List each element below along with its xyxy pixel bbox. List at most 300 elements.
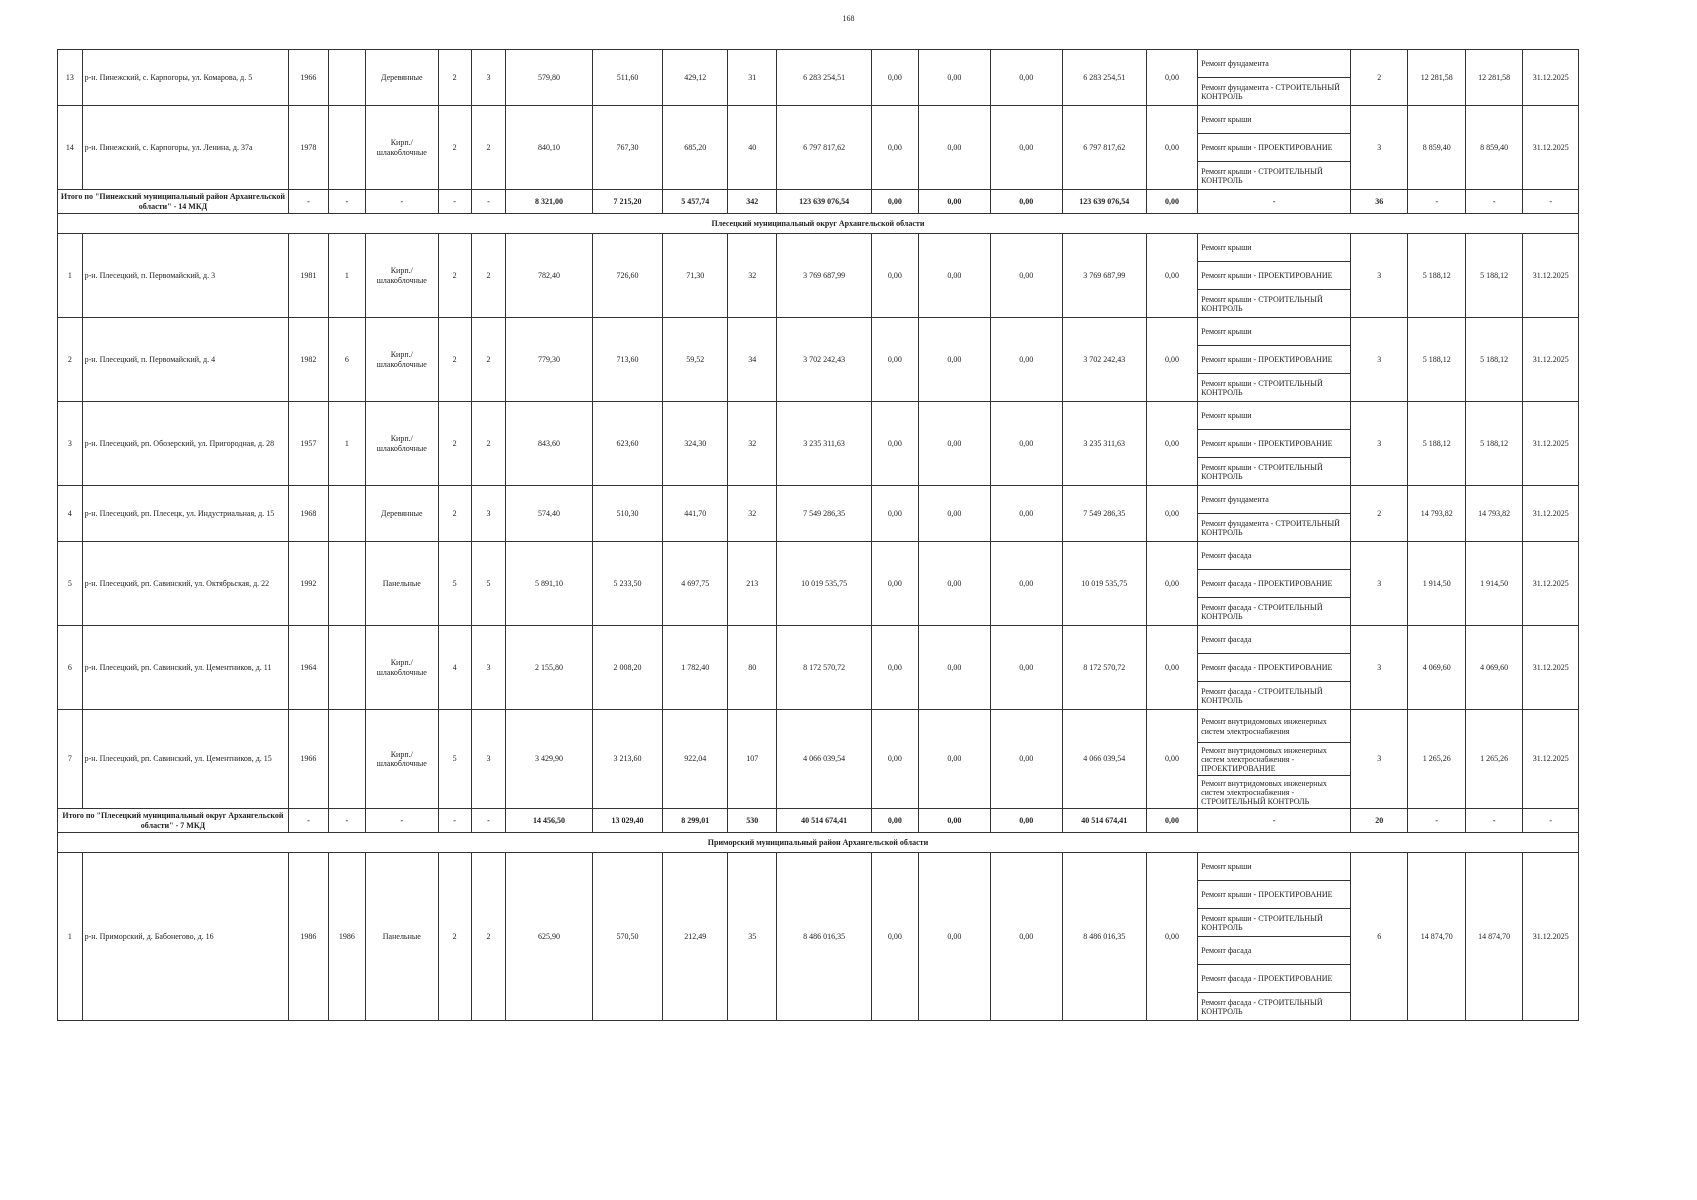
other-fund-cell: 0,00 bbox=[1146, 402, 1197, 486]
total-cost-cell: 3 769 687,99 bbox=[777, 234, 871, 318]
repair-program-table bbox=[57, 49, 1579, 1021]
floors-cell: 2 bbox=[438, 318, 471, 402]
wall-material-cell: Панельные bbox=[365, 853, 438, 1021]
year-built-cell: 1957 bbox=[288, 402, 328, 486]
completion-date-cell: 31.12.2025 bbox=[1523, 402, 1579, 486]
living-area-cell: 1 782,40 bbox=[663, 626, 728, 710]
max-unit-cost-cell: 14 874,70 bbox=[1465, 853, 1522, 1021]
living-area-cell: 71,30 bbox=[663, 234, 728, 318]
total-area-cell: 574,40 bbox=[506, 486, 592, 542]
work-type-cell: Ремонт крыши - СТРОИТЕЛЬНЫЙ КОНТРОЛЬ bbox=[1198, 162, 1351, 190]
work-type-cell: Ремонт крыши - ПРОЕКТИРОВАНИЕ bbox=[1198, 881, 1351, 909]
year-built-cell: 1982 bbox=[288, 318, 328, 402]
premises-area-cell: 510,30 bbox=[592, 486, 663, 542]
living-area-cell: 429,12 bbox=[663, 50, 728, 106]
section-title-cell: Плесецкий муниципальный округ Архангельской области bbox=[58, 214, 1579, 234]
year-commission-cell bbox=[328, 486, 365, 542]
fund-local-cell: 0,00 bbox=[990, 710, 1062, 809]
table-row bbox=[58, 106, 1579, 134]
entrances-cell: 3 bbox=[471, 626, 506, 710]
premises-area-cell: 623,60 bbox=[592, 402, 663, 486]
year-commission-cell bbox=[328, 626, 365, 710]
max-unit-cost-cell: 4 069,60 bbox=[1465, 626, 1522, 710]
total-value-cell: 0,00 bbox=[990, 809, 1062, 833]
year-commission-cell bbox=[328, 106, 365, 190]
total-value-cell: - bbox=[471, 190, 506, 214]
premises-area-cell: 5 233,50 bbox=[592, 542, 663, 626]
year-built-cell: 1992 bbox=[288, 542, 328, 626]
unit-cost-cell: 1 914,50 bbox=[1408, 542, 1465, 626]
premises-area-cell: 570,50 bbox=[592, 853, 663, 1021]
total-value-cell: - bbox=[1198, 190, 1351, 214]
work-type-cell: Ремонт фундамента - СТРОИТЕЛЬНЫЙ КОНТРОЛЬ bbox=[1198, 78, 1351, 106]
residents-cell: 34 bbox=[728, 318, 777, 402]
entrances-cell: 3 bbox=[471, 486, 506, 542]
total-value-cell: - bbox=[471, 809, 506, 833]
max-unit-cost-cell: 8 859,40 bbox=[1465, 106, 1522, 190]
work-type-cell: Ремонт фундамента bbox=[1198, 50, 1351, 78]
total-value-cell: 0,00 bbox=[918, 809, 990, 833]
completion-date-cell: 31.12.2025 bbox=[1523, 106, 1579, 190]
unit-cost-cell: 4 069,60 bbox=[1408, 626, 1465, 710]
work-type-cell: Ремонт фасада - СТРОИТЕЛЬНЫЙ КОНТРОЛЬ bbox=[1198, 682, 1351, 710]
total-cost-cell: 4 066 039,54 bbox=[777, 710, 871, 809]
living-area-cell: 685,20 bbox=[663, 106, 728, 190]
entrances-cell: 3 bbox=[471, 50, 506, 106]
wall-material-cell: Кирп./ шлакоблочные bbox=[365, 626, 438, 710]
work-type-cell: Ремонт крыши bbox=[1198, 234, 1351, 262]
other-fund-cell: 0,00 bbox=[1146, 853, 1197, 1021]
table-row bbox=[58, 318, 1579, 346]
fund-federal-cell: 0,00 bbox=[871, 710, 918, 809]
completion-date-cell: 31.12.2025 bbox=[1523, 853, 1579, 1021]
completion-date-cell: 31.12.2025 bbox=[1523, 50, 1579, 106]
table-row bbox=[58, 402, 1579, 430]
wall-material-cell: Деревянные bbox=[365, 486, 438, 542]
fund-regional-cell: 0,00 bbox=[918, 626, 990, 710]
total-label-cell: Итого по "Пинежский муниципальный район Архангельской области" - 14 МКД bbox=[58, 190, 289, 214]
work-type-cell: Ремонт фундамента bbox=[1198, 486, 1351, 514]
total-value-cell: 0,00 bbox=[871, 190, 918, 214]
year-commission-cell: 1 bbox=[328, 402, 365, 486]
row-number-cell: 1 bbox=[58, 853, 83, 1021]
table-row bbox=[58, 486, 1579, 514]
total-value-cell: 123 639 076,54 bbox=[1062, 190, 1146, 214]
floors-cell: 4 bbox=[438, 626, 471, 710]
total-area-cell: 625,90 bbox=[506, 853, 592, 1021]
works-count-cell: 3 bbox=[1351, 402, 1408, 486]
premises-area-cell: 511,60 bbox=[592, 50, 663, 106]
row-number-cell: 13 bbox=[58, 50, 83, 106]
fund-local-cell: 0,00 bbox=[990, 542, 1062, 626]
total-area-cell: 840,10 bbox=[506, 106, 592, 190]
total-value-cell: - bbox=[1523, 809, 1579, 833]
entrances-cell: 2 bbox=[471, 234, 506, 318]
page-number: 168 bbox=[842, 14, 855, 23]
work-type-cell: Ремонт фундамента - СТРОИТЕЛЬНЫЙ КОНТРОЛЬ bbox=[1198, 514, 1351, 542]
works-count-cell: 3 bbox=[1351, 542, 1408, 626]
section-title-cell: Приморский муниципальный район Архангельской области bbox=[58, 833, 1579, 853]
total-value-cell: - bbox=[1408, 809, 1465, 833]
work-type-cell: Ремонт крыши - СТРОИТЕЛЬНЫЙ КОНТРОЛЬ bbox=[1198, 909, 1351, 937]
living-area-cell: 59,52 bbox=[663, 318, 728, 402]
completion-date-cell: 31.12.2025 bbox=[1523, 318, 1579, 402]
work-type-cell: Ремонт крыши - СТРОИТЕЛЬНЫЙ КОНТРОЛЬ bbox=[1198, 290, 1351, 318]
residents-cell: 80 bbox=[728, 626, 777, 710]
total-value-cell: 36 bbox=[1351, 190, 1408, 214]
residents-cell: 32 bbox=[728, 486, 777, 542]
other-fund-cell: 0,00 bbox=[1146, 50, 1197, 106]
other-fund-cell: 0,00 bbox=[1146, 710, 1197, 809]
fund-federal-cell: 0,00 bbox=[871, 50, 918, 106]
completion-date-cell: 31.12.2025 bbox=[1523, 710, 1579, 809]
living-area-cell: 324,30 bbox=[663, 402, 728, 486]
fund-local-cell: 0,00 bbox=[990, 853, 1062, 1021]
total-cost-cell: 8 486 016,35 bbox=[777, 853, 871, 1021]
floors-cell: 2 bbox=[438, 106, 471, 190]
floors-cell: 2 bbox=[438, 50, 471, 106]
work-type-cell: Ремонт внутридомовых инженерных систем электроснабжения - СТРОИТЕЛЬНЫЙ КОНТРОЛЬ bbox=[1198, 776, 1351, 809]
residents-cell: 32 bbox=[728, 402, 777, 486]
total-value-cell: 8 299,01 bbox=[663, 809, 728, 833]
total-value-cell: 123 639 076,54 bbox=[777, 190, 871, 214]
year-built-cell: 1978 bbox=[288, 106, 328, 190]
total-value-cell: - bbox=[365, 190, 438, 214]
work-type-cell: Ремонт фасада bbox=[1198, 937, 1351, 965]
fund-regional-cell: 0,00 bbox=[918, 50, 990, 106]
total-value-cell: 13 029,40 bbox=[592, 809, 663, 833]
fund-local-cell: 0,00 bbox=[990, 486, 1062, 542]
unit-cost-cell: 14 793,82 bbox=[1408, 486, 1465, 542]
premises-area-cell: 767,30 bbox=[592, 106, 663, 190]
year-commission-cell bbox=[328, 50, 365, 106]
wall-material-cell: Кирп./ шлакоблочные bbox=[365, 710, 438, 809]
completion-date-cell: 31.12.2025 bbox=[1523, 626, 1579, 710]
total-row bbox=[58, 190, 1579, 214]
year-commission-cell: 6 bbox=[328, 318, 365, 402]
completion-date-cell: 31.12.2025 bbox=[1523, 234, 1579, 318]
total-value-cell: - bbox=[1523, 190, 1579, 214]
total-label-cell: Итого по "Плесецкий муниципальный округ Архангельской области" - 7 МКД bbox=[58, 809, 289, 833]
address-cell: р-н. Приморский, д. Бабонегово, д. 16 bbox=[82, 853, 288, 1021]
fund-local-cell: 0,00 bbox=[990, 318, 1062, 402]
entrances-cell: 2 bbox=[471, 318, 506, 402]
work-type-cell: Ремонт фасада bbox=[1198, 542, 1351, 570]
total-area-cell: 579,80 bbox=[506, 50, 592, 106]
work-type-cell: Ремонт крыши bbox=[1198, 106, 1351, 134]
residents-cell: 32 bbox=[728, 234, 777, 318]
row-number-cell: 4 bbox=[58, 486, 83, 542]
total-cost-cell: 8 172 570,72 bbox=[777, 626, 871, 710]
residents-cell: 107 bbox=[728, 710, 777, 809]
total-value-cell: 342 bbox=[728, 190, 777, 214]
total-value-cell: - bbox=[328, 190, 365, 214]
owners-fund-cell: 8 172 570,72 bbox=[1062, 626, 1146, 710]
work-type-cell: Ремонт фасада - ПРОЕКТИРОВАНИЕ bbox=[1198, 654, 1351, 682]
fund-regional-cell: 0,00 bbox=[918, 542, 990, 626]
year-built-cell: 1981 bbox=[288, 234, 328, 318]
row-number-cell: 5 bbox=[58, 542, 83, 626]
total-cost-cell: 10 019 535,75 bbox=[777, 542, 871, 626]
owners-fund-cell: 6 797 817,62 bbox=[1062, 106, 1146, 190]
table-row bbox=[58, 710, 1579, 743]
total-cost-cell: 3 702 242,43 bbox=[777, 318, 871, 402]
address-cell: р-н. Плесецкий, п. Первомайский, д. 3 bbox=[82, 234, 288, 318]
other-fund-cell: 0,00 bbox=[1146, 318, 1197, 402]
work-type-cell: Ремонт фасада - СТРОИТЕЛЬНЫЙ КОНТРОЛЬ bbox=[1198, 598, 1351, 626]
table-body bbox=[58, 50, 1579, 1021]
work-type-cell: Ремонт фасада - ПРОЕКТИРОВАНИЕ bbox=[1198, 570, 1351, 598]
owners-fund-cell: 7 549 286,35 bbox=[1062, 486, 1146, 542]
row-number-cell: 3 bbox=[58, 402, 83, 486]
floors-cell: 2 bbox=[438, 402, 471, 486]
total-area-cell: 843,60 bbox=[506, 402, 592, 486]
total-area-cell: 2 155,80 bbox=[506, 626, 592, 710]
fund-federal-cell: 0,00 bbox=[871, 318, 918, 402]
fund-federal-cell: 0,00 bbox=[871, 542, 918, 626]
work-type-cell: Ремонт фасада bbox=[1198, 626, 1351, 654]
max-unit-cost-cell: 14 793,82 bbox=[1465, 486, 1522, 542]
owners-fund-cell: 10 019 535,75 bbox=[1062, 542, 1146, 626]
works-count-cell: 2 bbox=[1351, 486, 1408, 542]
premises-area-cell: 726,60 bbox=[592, 234, 663, 318]
owners-fund-cell: 4 066 039,54 bbox=[1062, 710, 1146, 809]
fund-federal-cell: 0,00 bbox=[871, 626, 918, 710]
total-cost-cell: 7 549 286,35 bbox=[777, 486, 871, 542]
total-value-cell: - bbox=[438, 190, 471, 214]
works-count-cell: 2 bbox=[1351, 50, 1408, 106]
section-header-row bbox=[58, 833, 1579, 853]
table-row bbox=[58, 542, 1579, 570]
floors-cell: 5 bbox=[438, 542, 471, 626]
address-cell: р-н. Плесецкий, рп. Плесецк, ул. Индустриальная, д. 15 bbox=[82, 486, 288, 542]
floors-cell: 2 bbox=[438, 486, 471, 542]
owners-fund-cell: 6 283 254,51 bbox=[1062, 50, 1146, 106]
entrances-cell: 2 bbox=[471, 402, 506, 486]
fund-regional-cell: 0,00 bbox=[918, 710, 990, 809]
entrances-cell: 5 bbox=[471, 542, 506, 626]
year-commission-cell: 1 bbox=[328, 234, 365, 318]
fund-federal-cell: 0,00 bbox=[871, 234, 918, 318]
fund-regional-cell: 0,00 bbox=[918, 486, 990, 542]
total-value-cell: 40 514 674,41 bbox=[1062, 809, 1146, 833]
unit-cost-cell: 5 188,12 bbox=[1408, 234, 1465, 318]
total-area-cell: 782,40 bbox=[506, 234, 592, 318]
year-built-cell: 1964 bbox=[288, 626, 328, 710]
premises-area-cell: 2 008,20 bbox=[592, 626, 663, 710]
row-number-cell: 14 bbox=[58, 106, 83, 190]
wall-material-cell: Кирп./ шлакоблочные bbox=[365, 106, 438, 190]
unit-cost-cell: 8 859,40 bbox=[1408, 106, 1465, 190]
address-cell: р-н. Плесецкий, рп. Савинский, ул. Цементников, д. 11 bbox=[82, 626, 288, 710]
year-commission-cell bbox=[328, 542, 365, 626]
total-value-cell: - bbox=[288, 809, 328, 833]
works-count-cell: 3 bbox=[1351, 234, 1408, 318]
other-fund-cell: 0,00 bbox=[1146, 486, 1197, 542]
fund-federal-cell: 0,00 bbox=[871, 402, 918, 486]
unit-cost-cell: 5 188,12 bbox=[1408, 318, 1465, 402]
total-value-cell: 14 456,50 bbox=[506, 809, 592, 833]
total-area-cell: 779,30 bbox=[506, 318, 592, 402]
unit-cost-cell: 1 265,26 bbox=[1408, 710, 1465, 809]
table-row bbox=[58, 50, 1579, 78]
max-unit-cost-cell: 1 914,50 bbox=[1465, 542, 1522, 626]
fund-regional-cell: 0,00 bbox=[918, 106, 990, 190]
total-value-cell: - bbox=[1465, 190, 1522, 214]
address-cell: р-н. Плесецкий, рп. Савинский, ул. Цементников, д. 15 bbox=[82, 710, 288, 809]
completion-date-cell: 31.12.2025 bbox=[1523, 486, 1579, 542]
living-area-cell: 212,49 bbox=[663, 853, 728, 1021]
total-value-cell: 5 457,74 bbox=[663, 190, 728, 214]
total-value-cell: - bbox=[365, 809, 438, 833]
wall-material-cell: Кирп./ шлакоблочные bbox=[365, 318, 438, 402]
entrances-cell: 3 bbox=[471, 710, 506, 809]
completion-date-cell: 31.12.2025 bbox=[1523, 542, 1579, 626]
max-unit-cost-cell: 1 265,26 bbox=[1465, 710, 1522, 809]
total-value-cell: - bbox=[328, 809, 365, 833]
total-value-cell: 7 215,20 bbox=[592, 190, 663, 214]
unit-cost-cell: 5 188,12 bbox=[1408, 402, 1465, 486]
total-value-cell: 8 321,00 bbox=[506, 190, 592, 214]
works-count-cell: 6 bbox=[1351, 853, 1408, 1021]
unit-cost-cell: 12 281,58 bbox=[1408, 50, 1465, 106]
address-cell: р-н. Плесецкий, п. Первомайский, д. 4 bbox=[82, 318, 288, 402]
total-value-cell: 0,00 bbox=[1146, 809, 1197, 833]
residents-cell: 40 bbox=[728, 106, 777, 190]
unit-cost-cell: 14 874,70 bbox=[1408, 853, 1465, 1021]
other-fund-cell: 0,00 bbox=[1146, 542, 1197, 626]
address-cell: р-н. Пинежский, с. Карпогоры, ул. Комарова, д. 5 bbox=[82, 50, 288, 106]
fund-federal-cell: 0,00 bbox=[871, 106, 918, 190]
row-number-cell: 1 bbox=[58, 234, 83, 318]
address-cell: р-н. Пинежский, с. Карпогоры, ул. Ленина, д. 37а bbox=[82, 106, 288, 190]
fund-local-cell: 0,00 bbox=[990, 402, 1062, 486]
fund-regional-cell: 0,00 bbox=[918, 318, 990, 402]
total-area-cell: 5 891,10 bbox=[506, 542, 592, 626]
total-area-cell: 3 429,90 bbox=[506, 710, 592, 809]
wall-material-cell: Кирп./ шлакоблочные bbox=[365, 402, 438, 486]
total-value-cell: 0,00 bbox=[918, 190, 990, 214]
residents-cell: 213 bbox=[728, 542, 777, 626]
fund-regional-cell: 0,00 bbox=[918, 402, 990, 486]
max-unit-cost-cell: 5 188,12 bbox=[1465, 318, 1522, 402]
work-type-cell: Ремонт крыши - ПРОЕКТИРОВАНИЕ bbox=[1198, 262, 1351, 290]
fund-federal-cell: 0,00 bbox=[871, 853, 918, 1021]
residents-cell: 35 bbox=[728, 853, 777, 1021]
work-type-cell: Ремонт внутридомовых инженерных систем электроснабжения - ПРОЕКТИРОВАНИЕ bbox=[1198, 743, 1351, 776]
total-value-cell: 0,00 bbox=[1146, 190, 1197, 214]
fund-regional-cell: 0,00 bbox=[918, 853, 990, 1021]
floors-cell: 5 bbox=[438, 710, 471, 809]
owners-fund-cell: 3 235 311,63 bbox=[1062, 402, 1146, 486]
fund-local-cell: 0,00 bbox=[990, 626, 1062, 710]
floors-cell: 2 bbox=[438, 853, 471, 1021]
fund-local-cell: 0,00 bbox=[990, 234, 1062, 318]
premises-area-cell: 713,60 bbox=[592, 318, 663, 402]
total-value-cell: - bbox=[1408, 190, 1465, 214]
works-count-cell: 3 bbox=[1351, 626, 1408, 710]
other-fund-cell: 0,00 bbox=[1146, 234, 1197, 318]
wall-material-cell: Деревянные bbox=[365, 50, 438, 106]
year-built-cell: 1966 bbox=[288, 50, 328, 106]
work-type-cell: Ремонт крыши - ПРОЕКТИРОВАНИЕ bbox=[1198, 430, 1351, 458]
row-number-cell: 7 bbox=[58, 710, 83, 809]
max-unit-cost-cell: 5 188,12 bbox=[1465, 234, 1522, 318]
work-type-cell: Ремонт крыши bbox=[1198, 402, 1351, 430]
table-row bbox=[58, 234, 1579, 262]
work-type-cell: Ремонт крыши - СТРОИТЕЛЬНЫЙ КОНТРОЛЬ bbox=[1198, 374, 1351, 402]
living-area-cell: 4 697,75 bbox=[663, 542, 728, 626]
year-built-cell: 1986 bbox=[288, 853, 328, 1021]
fund-local-cell: 0,00 bbox=[990, 106, 1062, 190]
living-area-cell: 922,04 bbox=[663, 710, 728, 809]
fund-local-cell: 0,00 bbox=[990, 50, 1062, 106]
total-value-cell: 20 bbox=[1351, 809, 1408, 833]
table-row bbox=[58, 853, 1579, 881]
work-type-cell: Ремонт крыши - ПРОЕКТИРОВАНИЕ bbox=[1198, 346, 1351, 374]
total-value-cell: - bbox=[438, 809, 471, 833]
total-value-cell: - bbox=[1465, 809, 1522, 833]
wall-material-cell: Кирп./ шлакоблочные bbox=[365, 234, 438, 318]
row-number-cell: 2 bbox=[58, 318, 83, 402]
work-type-cell: Ремонт внутридомовых инженерных систем электроснабжения bbox=[1198, 710, 1351, 743]
address-cell: р-н. Плесецкий, рп. Обозерский, ул. Пригородная, д. 28 bbox=[82, 402, 288, 486]
premises-area-cell: 3 213,60 bbox=[592, 710, 663, 809]
max-unit-cost-cell: 12 281,58 bbox=[1465, 50, 1522, 106]
work-type-cell: Ремонт крыши - ПРОЕКТИРОВАНИЕ bbox=[1198, 134, 1351, 162]
total-cost-cell: 3 235 311,63 bbox=[777, 402, 871, 486]
max-unit-cost-cell: 5 188,12 bbox=[1465, 402, 1522, 486]
entrances-cell: 2 bbox=[471, 106, 506, 190]
total-value-cell: 0,00 bbox=[871, 809, 918, 833]
fund-regional-cell: 0,00 bbox=[918, 234, 990, 318]
residents-cell: 31 bbox=[728, 50, 777, 106]
owners-fund-cell: 3 769 687,99 bbox=[1062, 234, 1146, 318]
owners-fund-cell: 3 702 242,43 bbox=[1062, 318, 1146, 402]
row-number-cell: 6 bbox=[58, 626, 83, 710]
year-commission-cell: 1986 bbox=[328, 853, 365, 1021]
work-type-cell: Ремонт крыши - СТРОИТЕЛЬНЫЙ КОНТРОЛЬ bbox=[1198, 458, 1351, 486]
year-commission-cell bbox=[328, 710, 365, 809]
total-value-cell: 530 bbox=[728, 809, 777, 833]
total-value-cell: - bbox=[1198, 809, 1351, 833]
total-cost-cell: 6 797 817,62 bbox=[777, 106, 871, 190]
year-built-cell: 1966 bbox=[288, 710, 328, 809]
work-type-cell: Ремонт фасада - СТРОИТЕЛЬНЫЙ КОНТРОЛЬ bbox=[1198, 993, 1351, 1021]
owners-fund-cell: 8 486 016,35 bbox=[1062, 853, 1146, 1021]
works-count-cell: 3 bbox=[1351, 710, 1408, 809]
other-fund-cell: 0,00 bbox=[1146, 626, 1197, 710]
table-row bbox=[58, 626, 1579, 654]
floors-cell: 2 bbox=[438, 234, 471, 318]
total-value-cell: 40 514 674,41 bbox=[777, 809, 871, 833]
work-type-cell: Ремонт крыши bbox=[1198, 853, 1351, 881]
work-type-cell: Ремонт крыши bbox=[1198, 318, 1351, 346]
total-row bbox=[58, 809, 1579, 833]
total-value-cell: - bbox=[288, 190, 328, 214]
other-fund-cell: 0,00 bbox=[1146, 106, 1197, 190]
works-count-cell: 3 bbox=[1351, 318, 1408, 402]
total-cost-cell: 6 283 254,51 bbox=[777, 50, 871, 106]
work-type-cell: Ремонт фасада - ПРОЕКТИРОВАНИЕ bbox=[1198, 965, 1351, 993]
entrances-cell: 2 bbox=[471, 853, 506, 1021]
works-count-cell: 3 bbox=[1351, 106, 1408, 190]
fund-federal-cell: 0,00 bbox=[871, 486, 918, 542]
section-header-row bbox=[58, 214, 1579, 234]
living-area-cell: 441,70 bbox=[663, 486, 728, 542]
wall-material-cell: Панельные bbox=[365, 542, 438, 626]
total-value-cell: 0,00 bbox=[990, 190, 1062, 214]
